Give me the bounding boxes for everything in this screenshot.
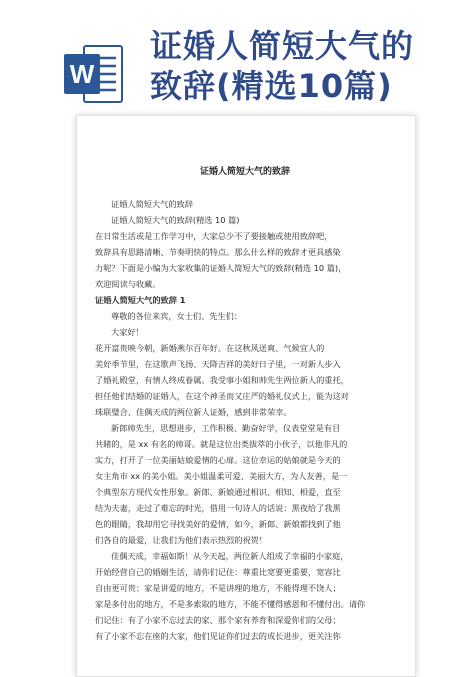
text-line: 欢迎阅读与收藏。 xyxy=(95,279,161,289)
text-line: 在日常生活或是工作学习中，大家总少不了要接触或使用致辞吧， xyxy=(95,231,333,241)
text-line: 有了小家不忘在座的大家，他们见证你们过去的成长进步，更关注你 xyxy=(95,631,341,641)
text-line: 证婚人简短大气的致辞 xyxy=(111,199,193,209)
title-line-1: 证婚人简短大气的 xyxy=(150,27,415,65)
text-line: 大家好！ xyxy=(111,327,144,337)
document-body xyxy=(95,166,395,644)
text-line: 开始经营自己的婚姻生活，请你们记住：尊重比宽要更重要，宽容比 xyxy=(95,567,341,577)
document-banner xyxy=(0,0,474,115)
text-line: 色的眼睛，我却用它寻找美好的爱情，如今，新郎、新娘都找到了他 xyxy=(95,519,341,529)
document-page xyxy=(76,115,416,677)
text-line: 们各自的最爱，让我们为他们表示热烈的祝贺！ xyxy=(95,535,267,545)
text-line: 们记住：有了小家不忘过去的家、那个家有养育和深爱你们的父母； xyxy=(95,615,341,625)
text-line: 家是多付出的地方，不是多索取的地方，不能不懂得感恩和不懂付出。请你 xyxy=(95,599,366,609)
text-line: 共睹的，是 xx 有名的帅哥。就是这位出类拔萃的小伙子，以他非凡的 xyxy=(95,439,348,449)
text-line: 实力，打开了一位美丽姑娘爱情的心扉。这位幸运的姑娘就是今天的 xyxy=(95,455,341,465)
text-line: 自由更可贵；家是讲爱的地方，不是讲理的地方，不能得理不饶人； xyxy=(95,583,341,593)
text-line: 结为夫妻，走过了难忘的时光，借用一句诗人的话说：黑夜给了我黑 xyxy=(95,503,341,513)
logo-letter: W xyxy=(69,59,95,89)
text-line: 珠联璧合、佳偶天成的两位新人证婚，感到非常荣幸。 xyxy=(95,407,292,417)
text-line: 佳偶天成，幸福如斯！从今天起，两位新人组成了幸福的小家庭， xyxy=(111,551,349,561)
text-line: 致辞具有思路清晰、节奏明快的特点。那么什么样的致辞才更具感染 xyxy=(95,247,341,257)
text-line: 担任他们结婚的证婚人，在这个神圣而又庄严的婚礼仪式上，能为这对 xyxy=(95,391,349,401)
title-line-2: 致辞(精选10篇) xyxy=(150,67,393,105)
document-title xyxy=(150,26,470,106)
text-line: 花开富贵映今朝，新婚燕尔百年好。在这秋风送爽、气候宜人的 xyxy=(95,343,325,353)
text-line: 个典型东方现代女性形象。新郎、新娘通过相识、相知、相爱，直至 xyxy=(95,487,341,497)
text-line: 力呢？下面是小编为大家收集的证婚人简短大气的致辞(精选 10 篇)， xyxy=(95,263,347,273)
text-line: 新郎帅先生，思想进步，工作积极、勤奋好学，仪表堂堂是有目 xyxy=(111,423,341,433)
text-line: 美好季节里，在这歌声飞扬、天降吉祥的美好日子里，一对新人步入 xyxy=(95,359,341,369)
text-line: 女主角市 xx 的美小姐。美小姐温柔可爱、美丽大方，为人友善，是一 xyxy=(95,471,348,481)
text-line: 证婚人简短大气的致辞(精选 10 篇) xyxy=(111,215,240,225)
text-line: 证婚人简短大气的致辞 1 xyxy=(95,295,186,305)
text-lines xyxy=(95,196,395,644)
text-line: 尊敬的各位来宾，女士们、先生们： xyxy=(111,311,243,321)
text-line: 了婚礼殿堂，有情人终成眷属。我受事小姐和帅先生两位新人的重托， xyxy=(95,375,349,385)
page-heading: 证婚人简短大气的致辞 xyxy=(199,167,290,177)
word-document-icon xyxy=(62,42,126,106)
